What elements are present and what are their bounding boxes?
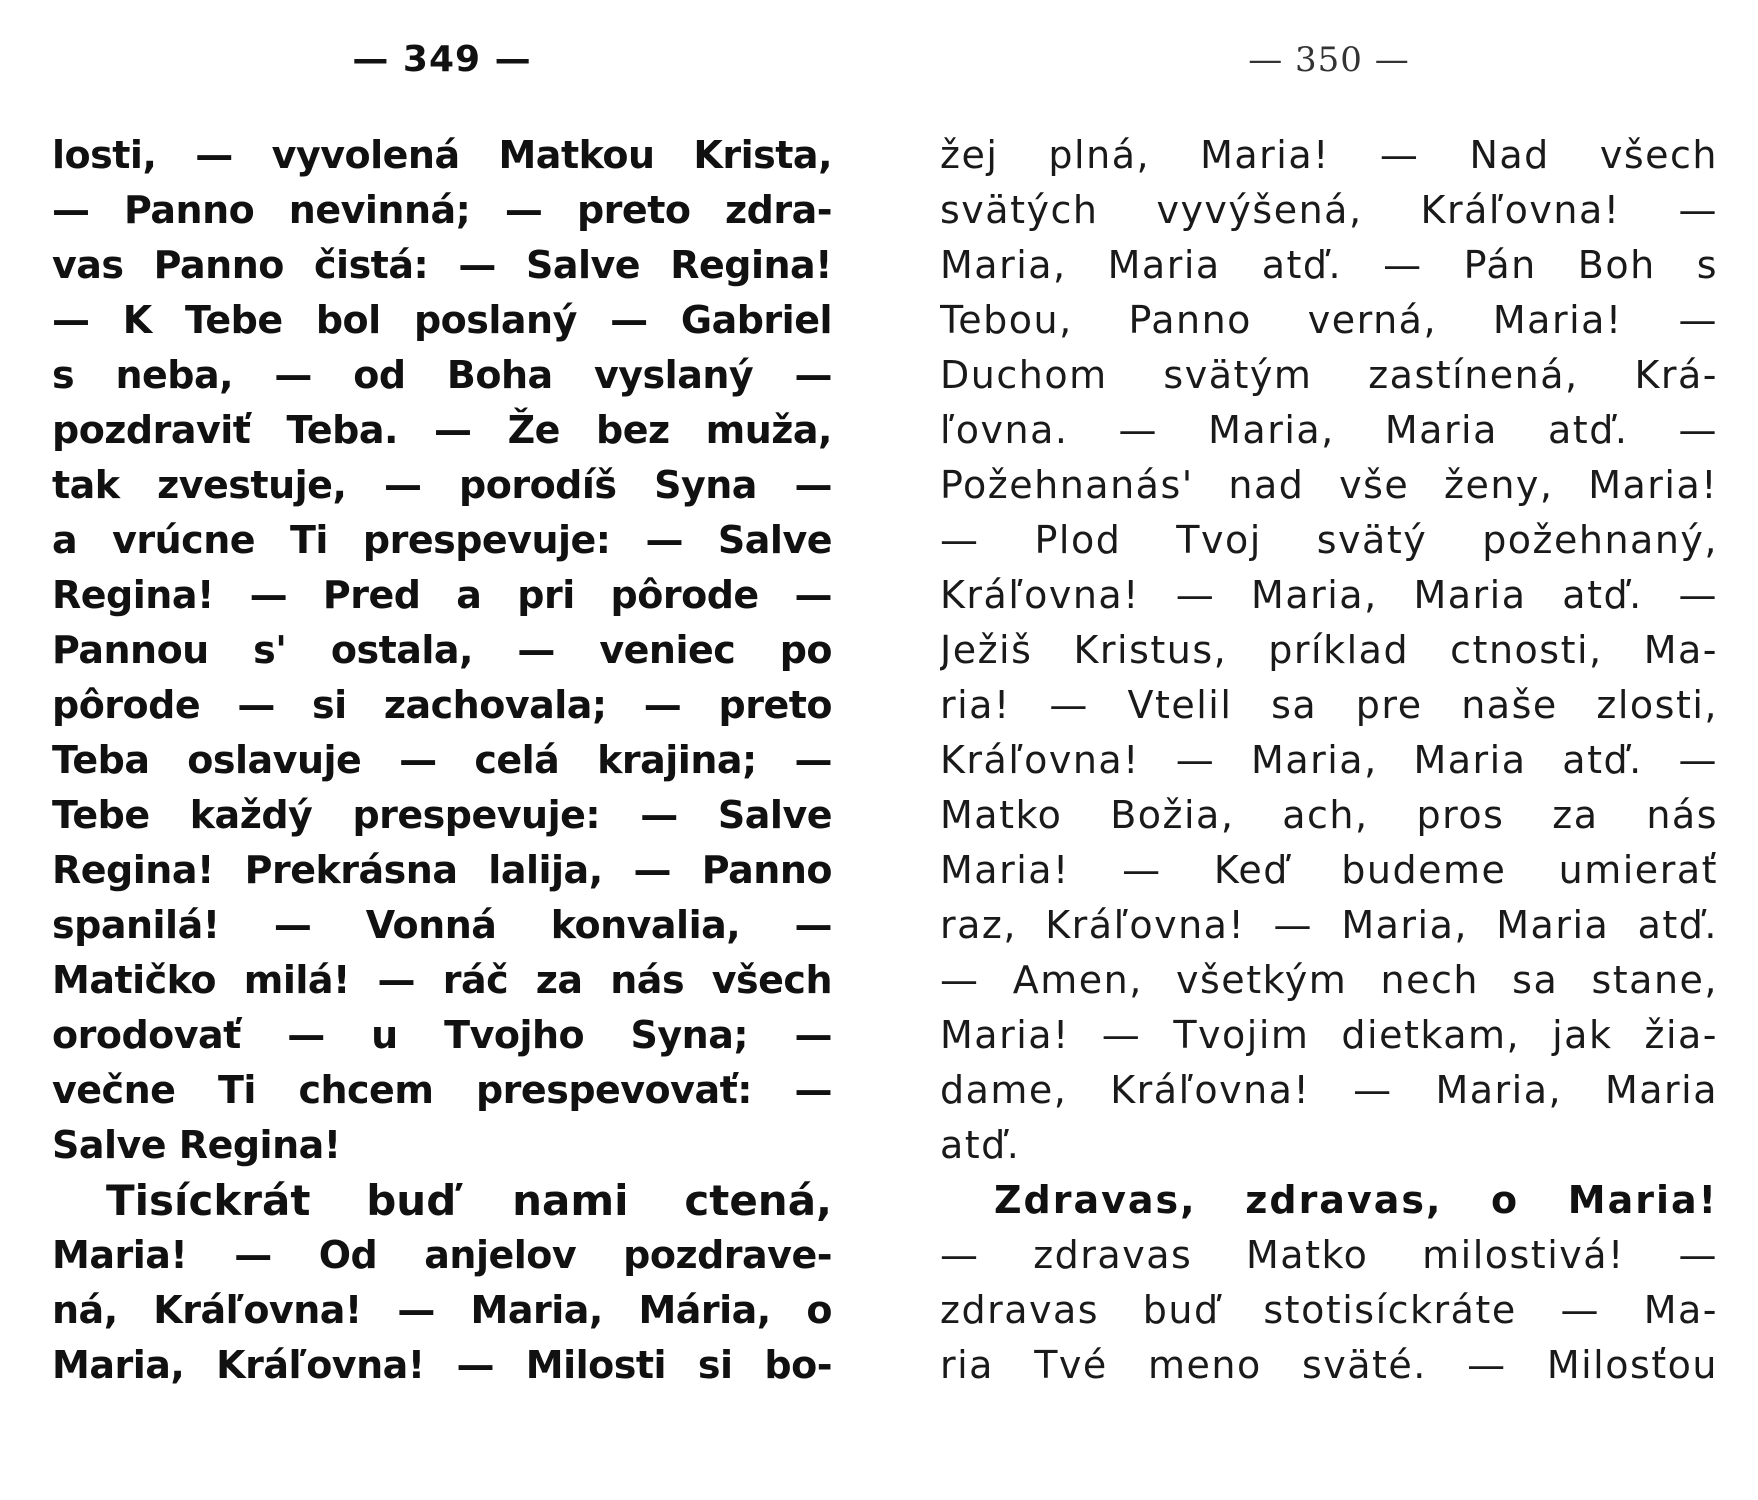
left-page xyxy=(52,0,832,1500)
text-line: Tebe každý prespevuje: — Salve xyxy=(52,793,832,837)
text-line: pôrode — si zachovala; — preto xyxy=(52,683,832,727)
text-line: Maria! — Keď budeme umierať xyxy=(940,848,1718,892)
page-number: — 350 — xyxy=(1248,40,1410,80)
text-line: orodovať — u Tvojho Syna; — xyxy=(52,1013,832,1057)
text-line: tak zvestuje, — porodíš Syna — xyxy=(52,463,832,507)
text-line: zdravas buď stotisíckráte — Ma- xyxy=(940,1288,1718,1332)
text-line: Tebou, Panno verná, Maria! — xyxy=(940,298,1718,342)
text-line: dame, Kráľovna! — Maria, Maria xyxy=(940,1068,1718,1112)
text-line: žej plná, Maria! — Nad všech xyxy=(940,133,1718,177)
page-text xyxy=(52,128,832,1393)
text-line: večne Ti chcem prespevovať: — xyxy=(52,1068,832,1112)
text-line: a vrúcne Ti prespevuje: — Salve xyxy=(52,518,832,562)
text-line: Salve Regina! xyxy=(52,1123,341,1167)
text-line: raz, Kráľovna! — Maria, Maria atď. xyxy=(940,903,1718,947)
text-line: ná, Kráľovna! — Maria, Mária, o xyxy=(52,1288,832,1332)
text-line: pozdraviť Teba. — Že bez muža, xyxy=(52,408,832,452)
text-line: ria! — Vtelil sa pre naše zlosti, xyxy=(940,683,1718,727)
text-line: Teba oslavuje — celá krajina; — xyxy=(52,738,832,782)
text-line: — Plod Tvoj svätý požehnaný, xyxy=(940,518,1718,562)
text-line: Maria! — Tvojim dietkam, jak žia- xyxy=(940,1013,1718,1057)
page-number: — 349 — xyxy=(352,39,532,80)
text-line: s neba, — od Boha vyslaný — xyxy=(52,353,832,397)
text-line: Požehnanás' nad vše ženy, Maria! xyxy=(940,463,1718,507)
text-line: — Amen, všetkým nech sa stane, xyxy=(940,958,1718,1002)
text-line: Matko Božia, ach, pros za nás xyxy=(940,793,1718,837)
text-line: svätých vyvýšená, Kráľovna! — xyxy=(940,188,1718,232)
text-line: Regina! Prekrásna lalija, — Panno xyxy=(52,848,832,892)
text-line: ľovna. — Maria, Maria atď. — xyxy=(940,408,1718,452)
section-heading: Zdravas, zdravas, o Maria! xyxy=(994,1178,1718,1222)
text-line: Maria, Maria atď. — Pán Boh s xyxy=(940,243,1718,287)
text-line: Kráľovna! — Maria, Maria atď. — xyxy=(940,573,1718,617)
text-line: losti, — vyvolená Matkou Krista, xyxy=(52,133,832,177)
text-line: Pannou s' ostala, — veniec po xyxy=(52,628,832,672)
text-line: vas Panno čistá: — Salve Regina! xyxy=(52,243,832,287)
text-line: Regina! — Pred a pri pôrode — xyxy=(52,573,832,617)
text-line: — zdravas Matko milostivá! — xyxy=(940,1233,1718,1277)
text-line: atď. xyxy=(940,1123,1021,1167)
text-line: ria Tvé meno sväté. — Milosťou xyxy=(940,1343,1718,1387)
text-line: — Panno nevinná; — preto zdra- xyxy=(52,188,832,232)
text-line: Duchom svätým zastínená, Krá- xyxy=(940,353,1718,397)
text-line: — K Tebe bol poslaný — Gabriel xyxy=(52,298,832,342)
right-page xyxy=(940,0,1718,1500)
text-line: Maria! — Od anjelov pozdrave- xyxy=(52,1233,832,1277)
text-line: Matičko milá! — ráč za nás všech xyxy=(52,958,832,1002)
page-text xyxy=(940,128,1718,1393)
text-line: spanilá! — Vonná konvalia, — xyxy=(52,903,832,947)
text-line: Kráľovna! — Maria, Maria atď. — xyxy=(940,738,1718,782)
text-line: Maria, Kráľovna! — Milosti si bo- xyxy=(52,1343,832,1387)
text-line: Ježiš Kristus, príklad ctnosti, Ma- xyxy=(940,628,1718,672)
section-heading: Tisíckrát buď nami ctená, xyxy=(106,1176,832,1225)
